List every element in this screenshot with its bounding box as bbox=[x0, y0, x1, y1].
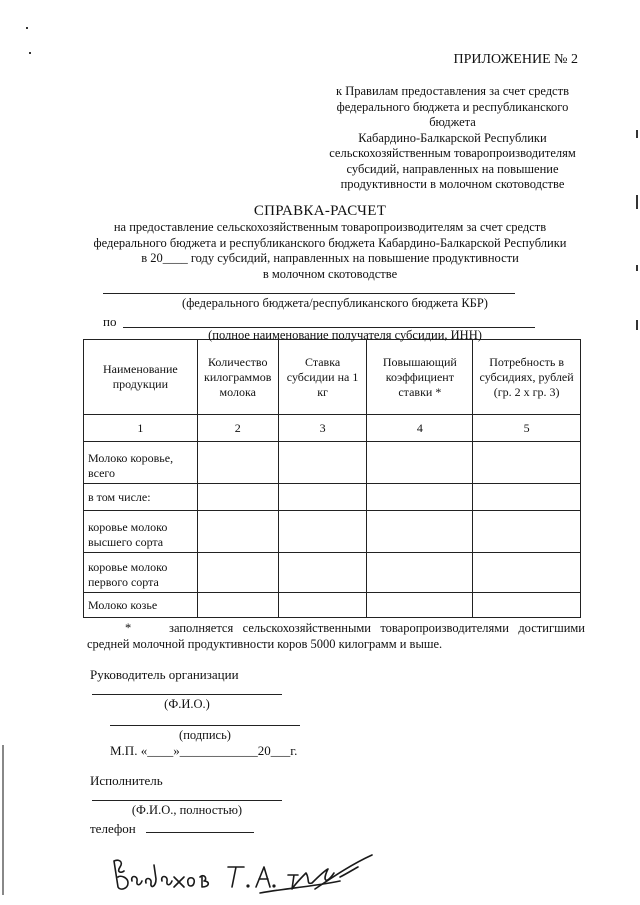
table-header-row bbox=[84, 340, 581, 415]
column-number: 4 bbox=[367, 415, 473, 442]
executor-label: Исполнитель bbox=[90, 773, 163, 788]
subtitle-line: на предоставление сельскохозяйственным товаропроизводителям за счет средств bbox=[113, 220, 547, 234]
quantity-cell[interactable] bbox=[197, 442, 278, 484]
need-cell[interactable] bbox=[473, 593, 581, 618]
column-number: 2 bbox=[197, 415, 278, 442]
scan-speck bbox=[26, 27, 28, 29]
head-signature-caption: (подпись) bbox=[179, 728, 231, 742]
product-name: Молоко козье bbox=[84, 593, 198, 618]
need-cell[interactable] bbox=[473, 442, 581, 484]
column-number-row bbox=[84, 415, 581, 442]
annex-basis-line: субсидий, направленных на повышение bbox=[346, 161, 559, 176]
subtitle-line: в молочном скотоводстве bbox=[262, 266, 398, 281]
annex-title: ПРИЛОЖЕНИЕ № 2 bbox=[453, 52, 578, 67]
stamp-date-line: М.П. «____»____________20___г. bbox=[110, 743, 298, 758]
quantity-cell[interactable] bbox=[197, 511, 278, 553]
scan-edge-mark bbox=[636, 265, 638, 271]
budget-caption: (федерального бюджета/республиканского бюджета КБР) bbox=[182, 296, 488, 310]
annex-basis-line: федерального бюджета и республиканского bbox=[336, 99, 569, 114]
quantity-cell[interactable] bbox=[197, 553, 278, 593]
product-name: коровье молоко высшего сорта bbox=[84, 511, 198, 553]
annex-basis-line: к Правилам предоставления за счет средств bbox=[336, 84, 569, 98]
rate-cell[interactable] bbox=[278, 593, 367, 618]
scan-edge-mark bbox=[636, 130, 638, 138]
subtitle-line: в 20____ году субсидий, направленных на повышение продуктивности bbox=[141, 251, 519, 265]
head-signature-line[interactable] bbox=[110, 725, 300, 726]
rate-cell[interactable] bbox=[278, 484, 367, 511]
annex-basis-line: Кабардино-Балкарской Республики bbox=[358, 130, 547, 145]
scan-edge-mark bbox=[636, 195, 638, 209]
coefficient-cell[interactable] bbox=[367, 442, 473, 484]
rate-cell[interactable] bbox=[278, 442, 367, 484]
table-row bbox=[84, 442, 581, 484]
need-cell[interactable] bbox=[473, 553, 581, 593]
annex-basis-line: сельскохозяйственным товаропроизводителям bbox=[329, 146, 576, 160]
table-row bbox=[84, 593, 581, 618]
footnote-mark: * bbox=[125, 621, 132, 635]
header-cell: Потребность в субсидиях, рублей (гр. 2 х гр. 3) bbox=[473, 340, 581, 415]
footnote-text: заполняется сельскохозяйственными товаропроизводителями достигшими средней молочной продуктивности коров 5000 килограмм и выше. bbox=[87, 621, 585, 651]
phone-fill-line[interactable] bbox=[146, 832, 254, 833]
handwritten-signature bbox=[110, 853, 380, 905]
executor-fio-line[interactable] bbox=[92, 800, 282, 801]
document-title: СПРАВКА-РАСЧЕТ bbox=[253, 203, 387, 219]
rate-cell[interactable] bbox=[278, 553, 367, 593]
footnote bbox=[87, 620, 585, 652]
table-row bbox=[84, 484, 581, 511]
column-number: 3 bbox=[278, 415, 367, 442]
rate-cell[interactable] bbox=[278, 511, 367, 553]
budget-fill-line[interactable] bbox=[103, 293, 515, 294]
header-cell: Ставка субсидии на 1 кг bbox=[278, 340, 367, 415]
recipient-caption: (полное наименование получателя субсидии, ИНН) bbox=[208, 328, 482, 342]
header-cell: Количество килограммов молока bbox=[197, 340, 278, 415]
column-number: 1 bbox=[84, 415, 198, 442]
product-name: Молоко коровье, всего bbox=[84, 442, 198, 484]
executor-fio-caption: (Ф.И.О., полностью) bbox=[131, 803, 243, 817]
product-name: коровье молоко первого сорта bbox=[84, 553, 198, 593]
coefficient-cell[interactable] bbox=[367, 511, 473, 553]
coefficient-cell[interactable] bbox=[367, 593, 473, 618]
annex-basis-line: бюджета bbox=[429, 115, 476, 129]
need-cell[interactable] bbox=[473, 511, 581, 553]
table-row bbox=[84, 553, 581, 593]
coefficient-cell[interactable] bbox=[367, 484, 473, 511]
need-cell[interactable] bbox=[473, 484, 581, 511]
head-label: Руководитель организации bbox=[90, 667, 239, 682]
annex-basis-line: продуктивности в молочном скотоводстве bbox=[340, 177, 565, 191]
recipient-prefix: по bbox=[103, 314, 117, 329]
table-row bbox=[84, 511, 581, 553]
scan-speck bbox=[29, 52, 31, 54]
header-cell: Наименование продукции bbox=[84, 340, 198, 415]
subtitle-line: федерального бюджета и республиканского бюджета Кабардино-Балкарской Республики bbox=[93, 235, 567, 250]
product-name: в том числе: bbox=[84, 484, 198, 511]
scan-edge-mark bbox=[2, 745, 4, 895]
document-subtitle bbox=[80, 220, 580, 282]
annex-basis bbox=[300, 84, 605, 193]
coefficient-cell[interactable] bbox=[367, 553, 473, 593]
head-fio-line[interactable] bbox=[92, 694, 282, 695]
scan-edge-mark bbox=[636, 320, 638, 330]
quantity-cell[interactable] bbox=[197, 484, 278, 511]
header-cell: Повышающий коэффициент ставки * bbox=[367, 340, 473, 415]
subsidy-table bbox=[83, 339, 581, 618]
head-fio-caption: (Ф.И.О.) bbox=[164, 697, 210, 711]
phone-label: телефон bbox=[90, 821, 136, 836]
quantity-cell[interactable] bbox=[197, 593, 278, 618]
column-number: 5 bbox=[473, 415, 581, 442]
